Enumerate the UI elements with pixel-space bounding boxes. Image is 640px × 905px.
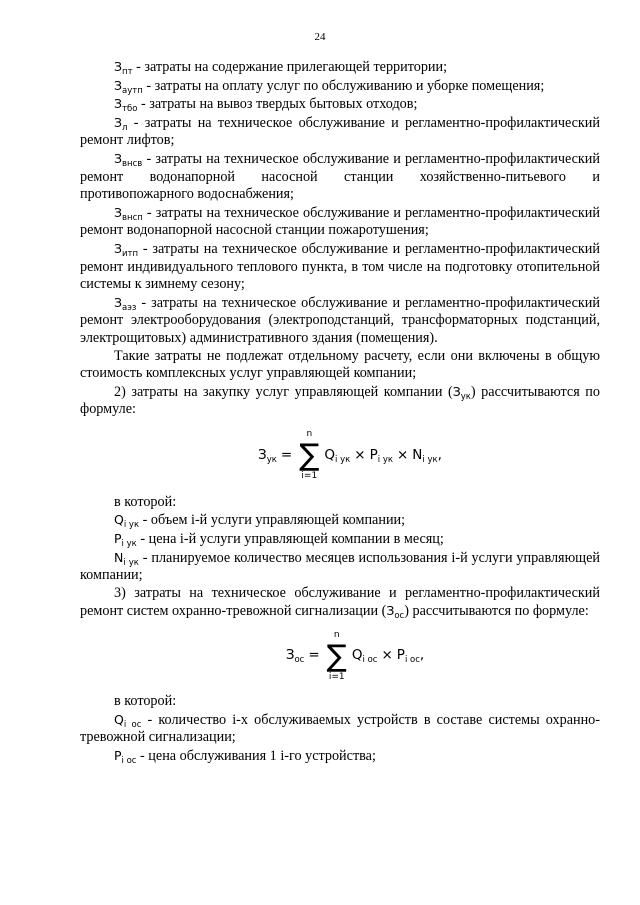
item-text: - затраты на техническое обслуживание и регламентно-профилактический ремонт водонапорной насосной станции хозяйственно-питьевого и противопожарного водоснабжения;: [80, 150, 600, 203]
def-q-uk: [80, 511, 600, 530]
symbol-p: P: [114, 747, 122, 763]
formula-n: [412, 447, 437, 465]
symbol-p: P: [369, 447, 378, 464]
symbol-p: P: [396, 647, 405, 664]
subscript-autp: аутп: [122, 85, 143, 96]
formula-lhs-subscript: ук: [266, 455, 277, 466]
item-z-tbo: [80, 95, 600, 114]
def-text: - объем i-й услуги управляющей компании;: [139, 512, 406, 529]
def-p-os: [80, 747, 600, 766]
item-text: - затраты на техническое обслуживание и регламентно-профилактический ремонт водонапорной насосной станции пожаротушения;: [80, 204, 600, 239]
sum-upper-limit: n: [333, 629, 340, 640]
subscript-i-uk: i ук: [123, 520, 140, 531]
page-number: 24: [314, 31, 326, 43]
symbol-z: З: [258, 447, 267, 464]
sum-lower-limit: i=1: [328, 671, 345, 682]
formula-q: [352, 647, 378, 665]
symbol-z: З: [114, 114, 123, 130]
item-text: - затраты на содержание прилегающей территории;: [132, 59, 448, 75]
symbol-z: З: [114, 150, 123, 166]
item-text: - затраты на техническое обслуживание и регламентно-профилактический ремонт лифтов;: [80, 114, 600, 149]
symbol-q: Q: [114, 512, 124, 528]
formula-q-subscript: i ос: [362, 655, 378, 666]
subscript-aez: аэз: [122, 302, 137, 313]
subscript-vnsp: внсп: [122, 212, 143, 223]
item-z-l: [80, 114, 600, 150]
item-text: - затраты на вывоз твердых бытовых отходов;: [137, 96, 418, 113]
subscript-vnsv: внсв: [122, 158, 143, 169]
formula-tail: ,: [437, 447, 442, 464]
formula-os: [80, 625, 600, 687]
subscript-os: ос: [394, 611, 405, 622]
symbol-z: З: [114, 59, 123, 74]
formula-uk: [80, 424, 600, 488]
item-z-vnsv: [80, 150, 600, 204]
sum-lower-limit: i=1: [301, 471, 318, 482]
symbol-z: З: [114, 204, 123, 220]
paragraph-2-after: ) рассчитываются по формуле:: [80, 383, 600, 418]
item-z-itp: [80, 240, 600, 294]
paragraph-2-before: 2) затраты на закупку услуг управляющей компании (: [114, 383, 453, 400]
def-p-uk: [80, 530, 600, 549]
item-z-pt: [80, 58, 600, 77]
paragraph-3-after: ) рассчитываются по формуле:: [404, 603, 589, 620]
subscript-tbo: тбо: [122, 104, 138, 115]
paragraph-3-before: 3) затраты на техническое обслуживание и регламентно-профилактический ремонт систем охранно-тревожной сигнализации (: [80, 584, 600, 620]
equals-sign: =: [308, 647, 320, 664]
formula-q-subscript: i ук: [335, 455, 351, 466]
def-text: - цена обслуживания 1 i-го устройства;: [136, 747, 376, 764]
formula-lhs-subscript: ос: [294, 655, 305, 666]
summation: [299, 429, 319, 482]
subscript-i-uk: i ук: [123, 557, 139, 568]
def-text: - цена i-й услуги управляющей компании в месяц;: [136, 531, 444, 548]
times-sign: ×: [381, 647, 393, 664]
symbol-z: З: [285, 647, 295, 664]
item-z-aez: [80, 294, 600, 348]
subscript-uk: ук: [460, 391, 471, 402]
subscript-pt: пт: [122, 67, 133, 77]
sigma-icon: ∑: [299, 438, 320, 474]
def-n-uk: [80, 549, 600, 585]
subscript-itp: итп: [122, 248, 139, 259]
summation: [327, 630, 347, 683]
subscript-l: л: [122, 122, 128, 133]
formula-q: [324, 447, 350, 465]
paragraph-3: [80, 585, 600, 621]
symbol-n: N: [114, 549, 124, 565]
def-q-os: [80, 711, 600, 747]
note-paragraph: Такие затраты не подлежат отдельному расчету, если они включены в общую стоимость комплексных услуг управляющей компании;: [80, 347, 600, 382]
in-which-label: в которой:: [114, 693, 177, 710]
subscript-i-os: i ос: [123, 719, 142, 730]
symbol-q: Q: [351, 647, 363, 664]
formula-p: [370, 447, 393, 465]
symbol-z: З: [386, 603, 395, 619]
in-which-label: в которой:: [114, 493, 177, 510]
symbol-z: З: [114, 240, 123, 256]
times-sign: ×: [354, 447, 366, 464]
formula-tail: ,: [419, 647, 425, 664]
paragraph-2: [80, 383, 600, 419]
symbol-p: P: [114, 531, 122, 547]
item-text: - затраты на техническое обслуживание и регламентно-профилактический ремонт электрооборудования (электроподстанций, трансформаторных подстанций, электрощитовых) административного здания (помещения).: [80, 294, 600, 346]
formula-p: [397, 647, 420, 665]
symbol-z: З: [452, 383, 461, 399]
symbol-q: Q: [324, 447, 336, 464]
formula-n-subscript: i ук: [422, 455, 438, 466]
sum-upper-limit: n: [306, 429, 313, 440]
symbol-z: З: [114, 77, 123, 93]
def-text: - количество i-х обслуживаемых устройств в составе системы охранно-тревожной сигнализации;: [80, 711, 600, 746]
subscript-i-os: i ос: [121, 755, 137, 766]
equals-sign: =: [280, 447, 293, 464]
item-text: - затраты на оплату услуг по обслуживанию и уборке помещения;: [142, 77, 545, 94]
symbol-z: З: [114, 294, 123, 310]
sigma-icon: ∑: [326, 638, 347, 674]
formula-lhs: [286, 647, 305, 665]
item-z-autp: [80, 77, 600, 96]
page-content: [80, 58, 600, 765]
def-text: - планируемое количество месяцев использования i-й услуги управляющей компании;: [80, 549, 600, 584]
symbol-q: Q: [114, 711, 124, 727]
formula-p-subscript: i ук: [377, 455, 393, 466]
item-text: - затраты на техническое обслуживание и регламентно-профилактический ремонт индивидуального теплового пункта, в том числе на подготовку отопительной системы к зимнему сезону;: [80, 240, 600, 293]
formula-lhs: [258, 447, 277, 465]
symbol-z: З: [114, 96, 123, 112]
item-z-vnsp: [80, 204, 600, 240]
symbol-n: N: [412, 447, 423, 464]
formula-p-subscript: i ос: [404, 655, 420, 666]
subscript-i-uk: i ук: [121, 539, 137, 550]
times-sign: ×: [396, 447, 409, 464]
